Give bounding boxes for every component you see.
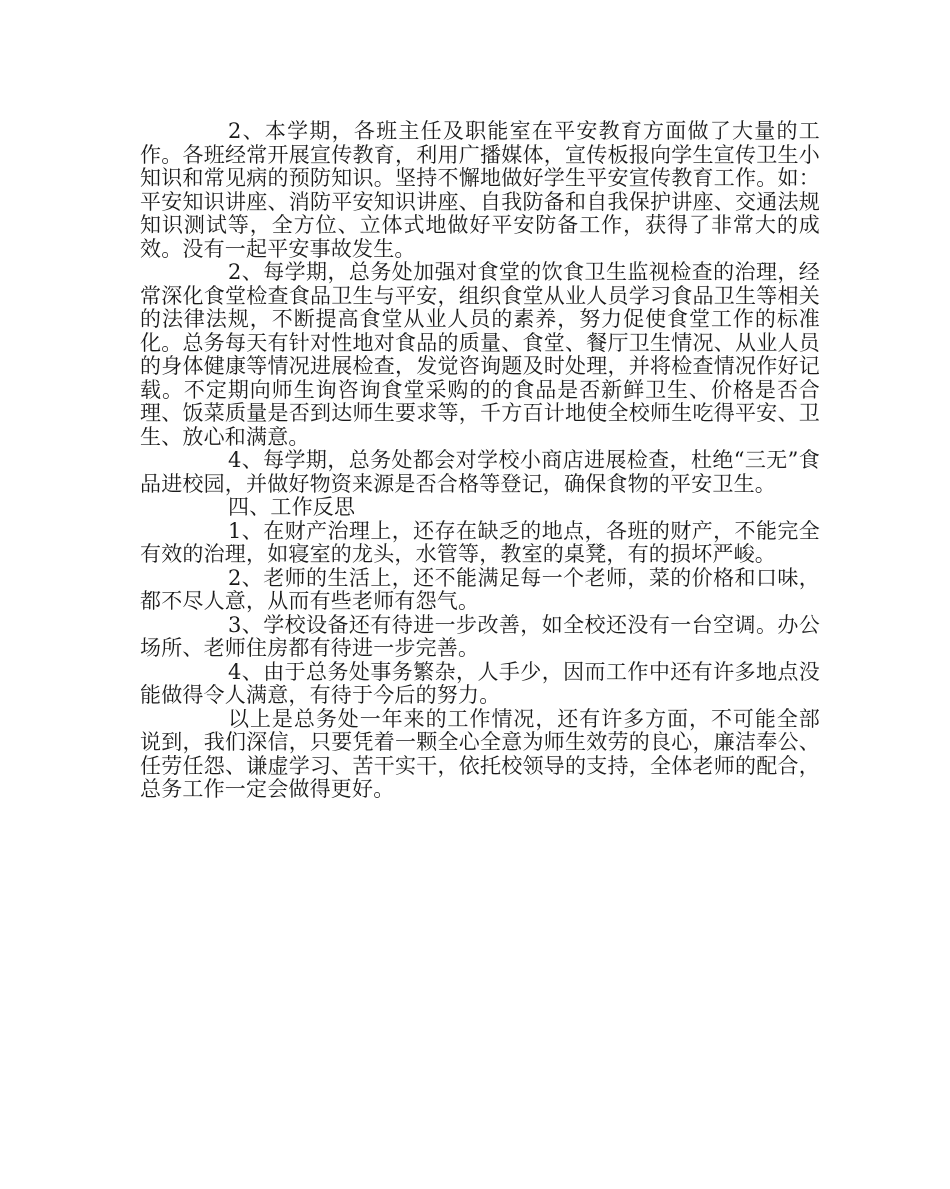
paragraph-school-store: 4、每学期，总务处都会对学校小商店进展检查，杜绝“三无”食品进校园，并做好物资来源是否合格等登记，确保食物的平安卫生。 <box>140 448 820 496</box>
paragraph-staffing: 4、由于总务处事务繁杂，人手少，因而工作中还有许多地点没能做得令人满意，有待于今后的努力。 <box>140 659 820 707</box>
paragraph-canteen-hygiene: 2、每学期，总务处加强对食堂的饮食卫生监视检查的治理，经常深化食堂检查食品卫生与平安，组织食堂从业人员学习食品卫生等相关的法律法规，不断提高食堂从业人员的素养，努力促使食堂工作的标准化。总务每天有针对性地对食品的质量、食堂、餐厅卫生情况、从业人员的身体健康等情况进展检查，发觉咨询题及时处理，并将检查情况作好记载。不定期向师生询咨询食堂采购的的食品是否新鲜卫生、价格是否合理、饭菜质量是否到达师生要求等，千方百计地使全校师生吃得平安、卫生、放心和满意。 <box>140 260 820 449</box>
section-heading-work-reflection: 四、工作反思 <box>228 495 356 519</box>
paragraph-property-management: 1、在财产治理上，还存在缺乏的地点，各班的财产，不能完全有效的治理，如寝室的龙头，水管等，教室的桌凳，有的损坏严峻。 <box>140 518 820 566</box>
paragraph-conclusion: 以上是总务处一年来的工作情况，还有许多方面，不可能全部说到，我们深信，只要凭着一颗全心全意为师生效劳的良心，廉洁奉公、任劳任怨、谦虚学习、苦干实干，依托校领导的支持，全体老师的配合，总务工作一定会做得更好。 <box>140 706 820 801</box>
paragraph-facilities: 3、学校设备还有待进一步改善，如全校还没有一台空调。办公场所、老师住房都有待进一步完善。 <box>140 612 820 660</box>
document-body <box>140 120 820 802</box>
paragraph-safety-education: 2、本学期，各班主任及职能室在平安教育方面做了大量的工作。各班经常开展宣传教育，利用广播媒体，宣传板报向学生宣传卫生小知识和常见病的预防知识。坚持不懈地做好学生平安宣传教育工作。如：平安知识讲座、消防平安知识讲座、自我防备和自我保护讲座、交通法规知识测试等，全方位、立体式地做好平安防备工作，获得了非常大的成效。没有一起平安事故发生。 <box>140 119 820 261</box>
paragraph-teacher-life: 2、老师的生活上，还不能满足每一个老师，菜的价格和口味，都不尽人意，从而有些老师有怨气。 <box>140 565 820 613</box>
